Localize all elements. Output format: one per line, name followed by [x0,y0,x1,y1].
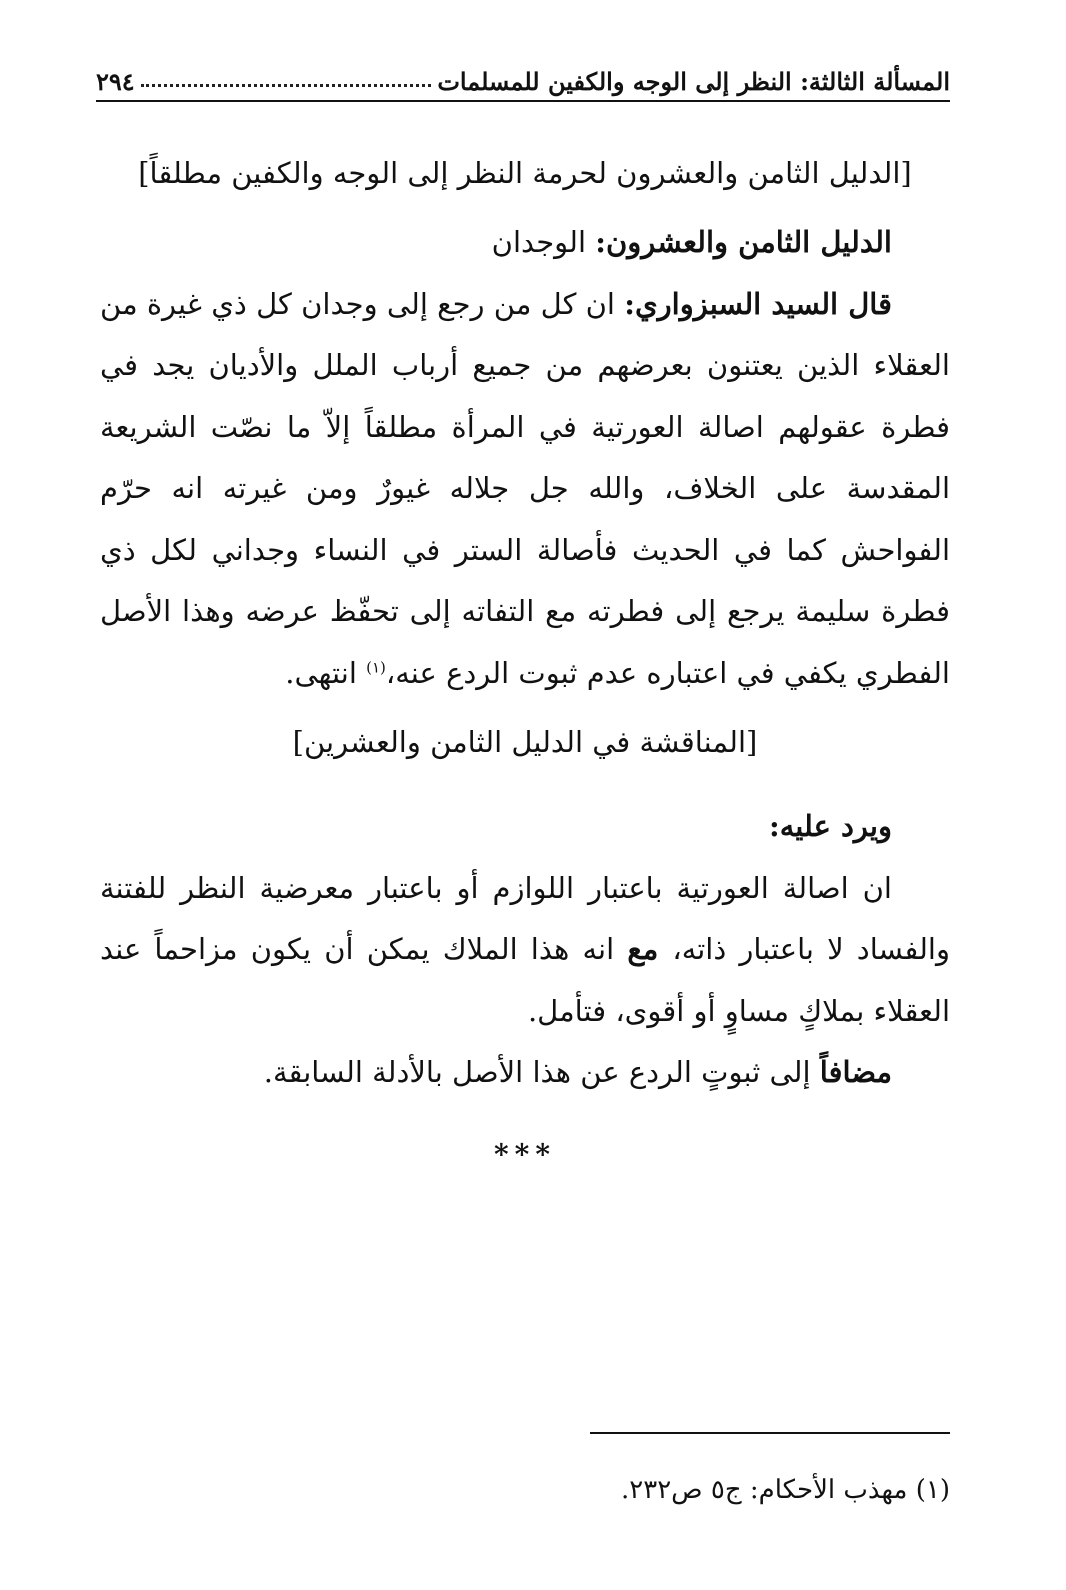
sabzawari-quote [100,274,950,705]
page-number: ٢٩٤ [96,67,135,96]
objection-bold-word: مع [627,932,673,966]
objection-label-text: ويرد عليه: [769,809,892,843]
footnote: (١) مهذب الأحكام: ج٥ ص٢٣٢. [621,1475,950,1505]
evidence-subheading-text: الوجدان [491,225,596,259]
quote-lead: قال السيد السبزواري: [624,286,892,321]
section-separator: *** [494,1137,556,1171]
addition-paragraph [100,1042,950,1104]
objection-text-rest: انه هذا الملاك يمكن أن يكون مزاحماً عند العقلاء بملاكٍ مساوٍ أو أقوى، فتأمل. [100,932,950,1028]
addition-text: إلى ثبوتٍ الردع عن هذا الأصل بالأدلة السابقة. [263,1055,820,1089]
running-header [96,48,950,96]
header-leader-dots [141,84,432,87]
evidence-subheading [100,212,950,274]
header-rule [96,100,950,102]
footnote-rule [590,1432,950,1434]
objection-paragraph [100,858,950,1043]
objection-text: ان اصالة العورتية باعتبار اللوازم أو باعتبار معرضية النظر للفتنة والفساد لا باعتبار ذاته، [100,870,950,966]
body-text [100,136,950,1171]
quote-text: ان كل من رجع إلى وجدان كل ذي غيرة من العقلاء الذين يعتنون بعرضهم من جميع أرباب الملل والأديان يجد في فطرة عقولهم اصالة العورتية في المرأة مطلقاً إلاّ ما نصّت الشريعة المقدسة على الخلاف، والله جل جلاله غيورٌ ومن غيرته انه حرّم الفواحش كما في الحديث فأصالة الستر في النساء وجداني لكل ذي فطرة سليمة يرجع إلى فطرته مع التفاته إلى تحفّظ عرضه وهذا الأصل الفطري يكفي في اعتباره عدم ثبوت الردع عنه، [100,286,950,690]
section-heading-evidence: [الدليل الثامن والعشرون لحرمة النظر إلى الوجه والكفين مطلقاً] [138,156,912,190]
evidence-subheading-label: الدليل الثامن والعشرون: [595,225,892,259]
header-title: المسألة الثالثة: النظر إلى الوجه والكفين للمسلمات [437,67,950,96]
section-heading-discussion: [المناقشة في الدليل الثامن والعشرين] [292,725,758,759]
addition-bold-word: مضافاً [819,1055,892,1089]
footnote-marker: (١) [366,657,386,676]
spacer [100,772,950,796]
quote-end: انتهى. [285,655,367,690]
objection-label [100,796,950,858]
